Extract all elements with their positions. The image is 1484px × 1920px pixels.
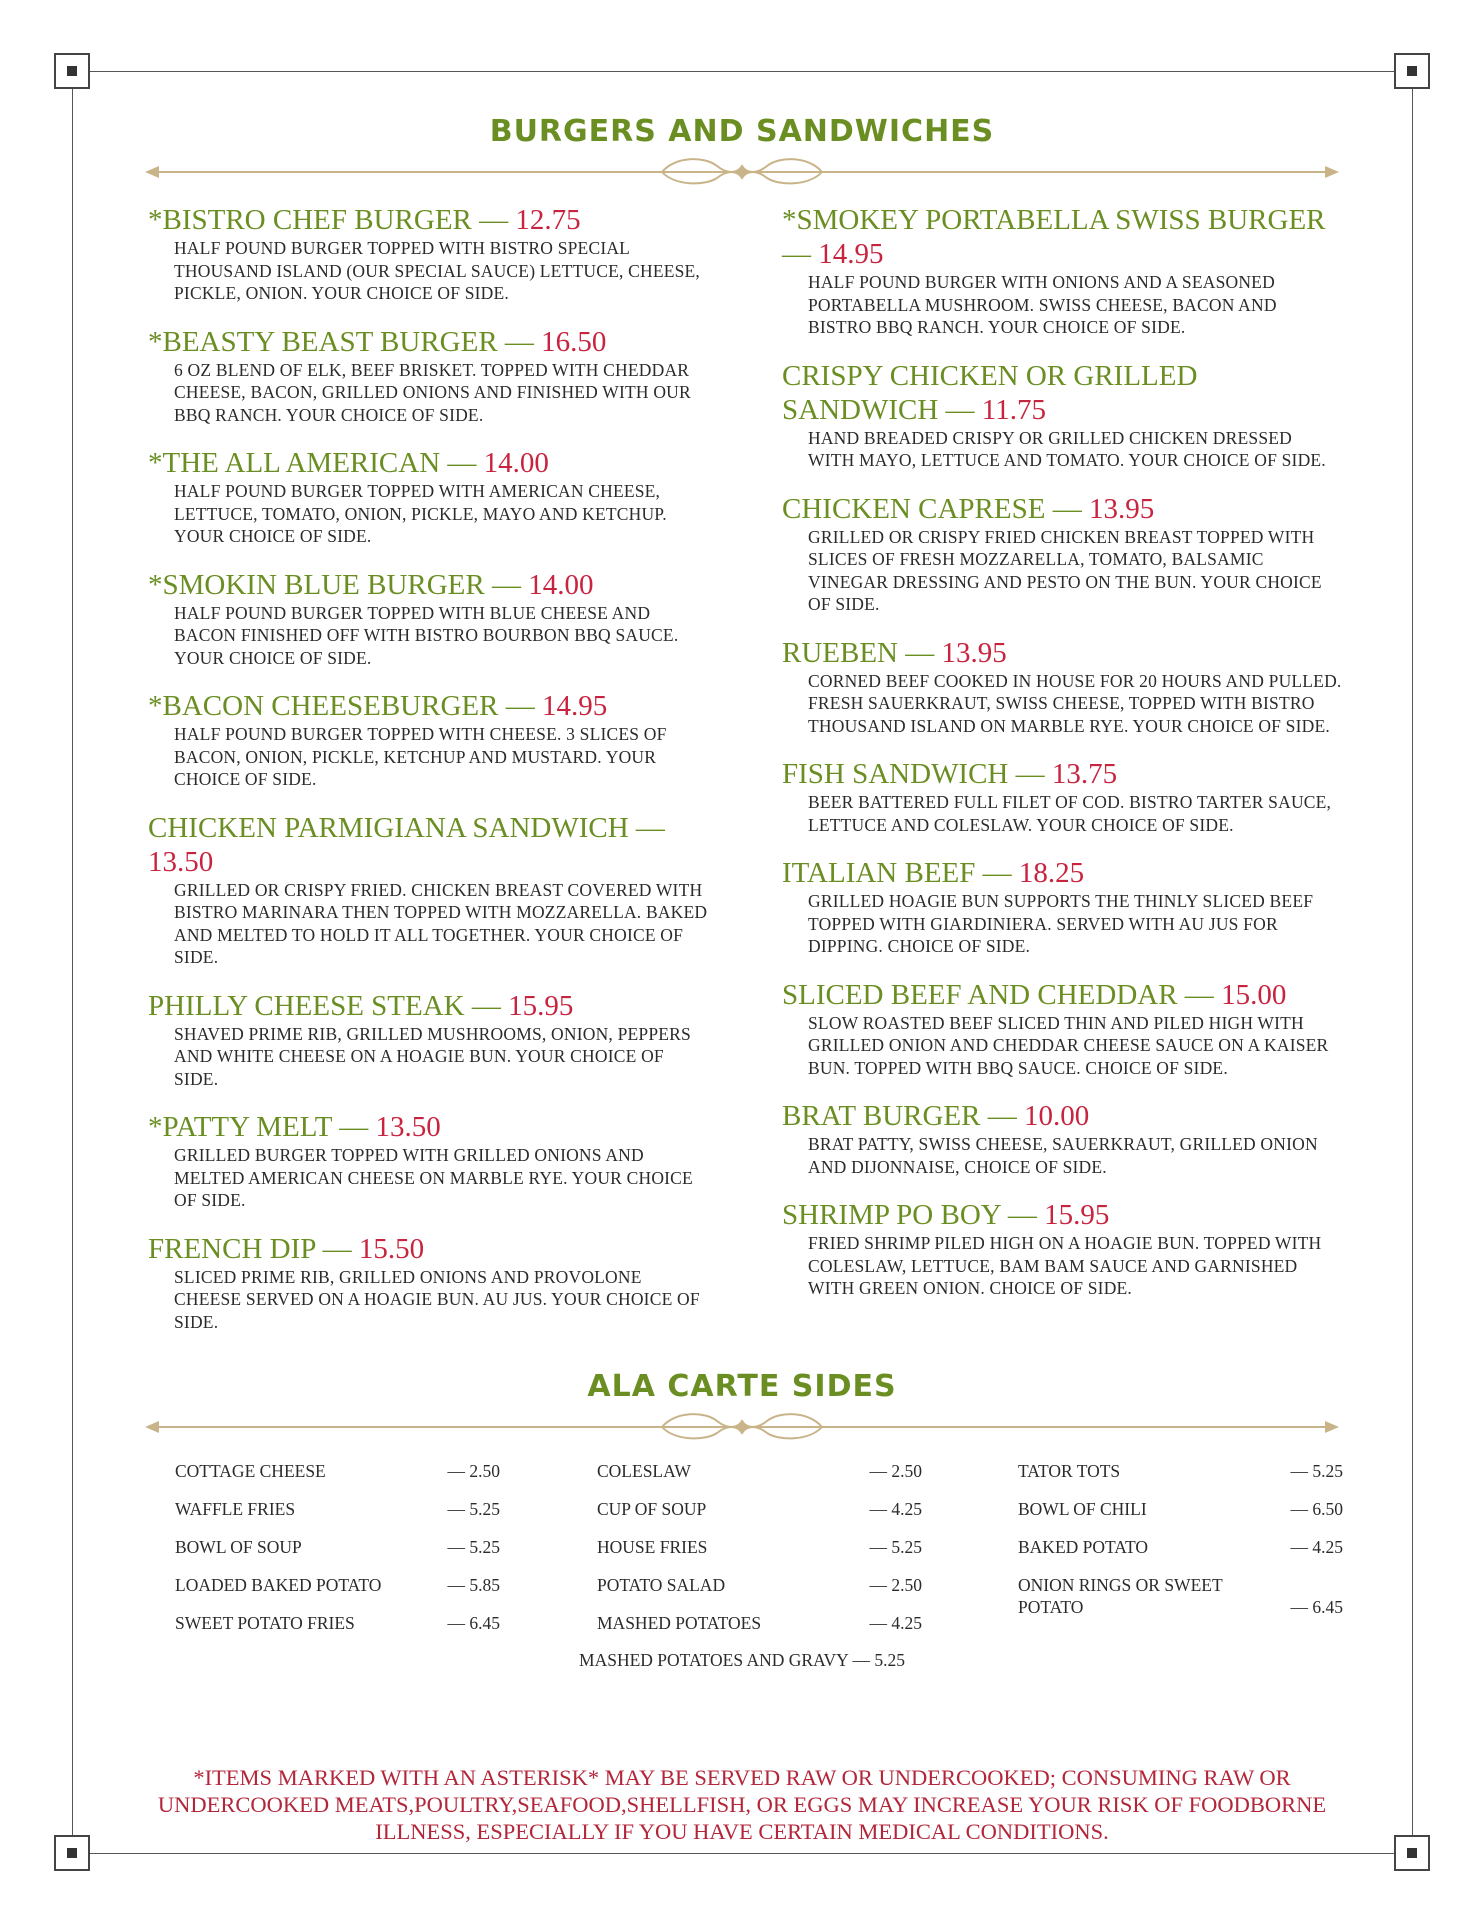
menu-item-description: BEER BATTERED FULL FILET OF COD. BISTRO TARTER SAUCE, LETTUCE AND COLESLAW. YOUR CHOICE OF SIDE. — [808, 792, 1332, 835]
side-item-name: LOADED BAKED POTATO — [175, 1575, 382, 1595]
frame-right-line — [1412, 71, 1413, 1853]
side-item — [597, 1536, 922, 1574]
menu-item-name: SHRIMP PO BOY — — [782, 1199, 1045, 1231]
menu-item — [782, 856, 1342, 958]
menu-item-name: *BISTRO CHEF BURGER — — [148, 204, 516, 236]
menu-item-heading — [148, 446, 708, 480]
menu-item-name: CRISPY CHICKEN OR GRILLED SANDWICH — — [782, 359, 1198, 426]
menu-item-heading — [148, 689, 708, 723]
side-item-name: CUP OF SOUP — [597, 1499, 707, 1519]
side-item-mashed-potatoes-gravy: MASHED POTATOES AND GRAVY — 5.25 — [579, 1650, 905, 1670]
side-item-name: MASHED POTATOES — [597, 1613, 762, 1633]
side-item-price: — 2.50 — [869, 1575, 922, 1595]
menu-item-name: *BACON CHEESEBURGER — — [148, 690, 542, 722]
side-item — [597, 1460, 922, 1498]
menu-item — [148, 325, 708, 427]
menu-item — [782, 1198, 1342, 1300]
menu-item-description: HALF POUND BURGER TOPPED WITH AMERICAN CHEESE, LETTUCE, TOMATO, ONION, PICKLE, MAYO AND KETCHUP. YOUR CHOICE OF SIDE. — [174, 481, 667, 546]
side-item-price: — 6.50 — [1290, 1499, 1343, 1519]
menu-item — [148, 203, 708, 305]
menu-item-name: SLICED BEEF AND CHEDDAR — — [782, 978, 1222, 1011]
menu-item-name: *BEASTY BEAST BURGER — — [148, 325, 542, 358]
menu-item — [148, 689, 708, 791]
side-item-name: TATOR TOTS — [1018, 1461, 1121, 1481]
menu-item-description: BRAT PATTY, SWISS CHEESE, SAUERKRAUT, GRILLED ONION AND DIJONNAISE, CHOICE OF SIDE. — [808, 1134, 1318, 1177]
side-item-price: — 5.25 — [447, 1499, 500, 1519]
menu-item-heading — [782, 359, 1342, 427]
menu-item-price: 15.00 — [1221, 978, 1287, 1011]
menu-item-heading — [148, 1110, 708, 1144]
menu-item-heading — [148, 811, 708, 879]
menu-item-heading — [148, 325, 708, 359]
menu-item — [148, 446, 708, 548]
side-item-name: SWEET POTATO FRIES — [175, 1613, 355, 1633]
menu-item-description: SLOW ROASTED BEEF SLICED THIN AND PILED HIGH WITH GRILLED ONION AND CHEDDAR CHEESE SAUCE ON A KAISER BUN. TOPPED WITH BBQ SAUCE. CHOICE OF SIDE. — [808, 1012, 1329, 1078]
side-item-price: — 2.50 — [447, 1461, 500, 1481]
menu-item-description: CORNED BEEF COOKED IN HOUSE FOR 20 HOURS AND PULLED. FRESH SAUERKRAUT, SWISS CHEESE, TOPPED WITH BISTRO THOUSAND ISLAND ON MARBLE RYE. YOUR CHOICE OF SIDE. — [808, 670, 1342, 736]
menu-item-heading — [782, 856, 1342, 890]
menu-item — [782, 636, 1342, 738]
menu-item — [782, 978, 1342, 1080]
menu-item — [148, 568, 708, 670]
sides-column-1 — [175, 1460, 500, 1650]
side-item — [1018, 1498, 1343, 1536]
menu-item-description: SHAVED PRIME RIB, GRILLED MUSHROOMS, ONION, PEPPERS AND WHITE CHEESE ON A HOAGIE BUN. YOUR CHOICE OF SIDE. — [174, 1023, 691, 1089]
menu-item-name: *SMOKIN BLUE BURGER — — [148, 568, 529, 601]
corner-ornament-top-right — [1394, 53, 1430, 89]
menu-item-name: ITALIAN BEEF — — [782, 857, 1019, 889]
menu-item-description: HALF POUND BURGER WITH ONIONS AND A SEASONED PORTABELLA MUSHROOM. SWISS CHEESE, BACON AND BISTRO BBQ RANCH. YOUR CHOICE OF SIDE. — [808, 272, 1277, 337]
menu-item-heading — [782, 492, 1342, 526]
side-item-price: — 6.45 — [447, 1613, 500, 1633]
side-item — [175, 1574, 500, 1612]
menu-item-heading — [782, 636, 1342, 670]
frame-bottom-line — [72, 1853, 1412, 1854]
menu-item — [782, 1099, 1342, 1178]
menu-item — [148, 811, 708, 969]
side-item-price: — 4.25 — [1290, 1537, 1343, 1557]
corner-ornament-top-left — [54, 53, 90, 89]
menu-item-heading — [148, 989, 708, 1023]
menu-item-price: 11.75 — [981, 393, 1046, 426]
menu-column-right — [782, 203, 1342, 1320]
menu-item-name: CHICKEN CAPRESE — — [782, 492, 1089, 525]
menu-item-name: FISH SANDWICH — — [782, 758, 1052, 790]
menu-item-description: HAND BREADED CRISPY OR GRILLED CHICKEN DRESSED WITH MAYO, LETTUCE AND TOMATO. YOUR CHOICE OF SIDE. — [808, 427, 1326, 470]
menu-item-price: 13.95 — [941, 636, 1007, 669]
menu-column-left — [148, 203, 708, 1353]
side-item-name: HOUSE FRIES — [597, 1537, 708, 1557]
raw-food-disclaimer: *ITEMS MARKED WITH AN ASTERISK* MAY BE SERVED RAW OR UNDERCOOKED; CONSUMING RAW OR UNDERCOOKED MEATS,POULTRY,SEAFOOD,SHELLFISH, OR EGGS MAY INCREASE YOUR RISK OF FOODBORNE ILLNESS, ESPECIALLY IF YOU HAVE CERTAIN MEDICAL CONDITIONS. — [157, 1765, 1327, 1844]
menu-item-description: GRILLED OR CRISPY FRIED. CHICKEN BREAST COVERED WITH BISTRO MARINARA THEN TOPPED WITH MOZZARELLA. BAKED AND MELTED TO HOLD IT ALL TOGETHER. YOUR CHOICE OF SIDE. — [174, 879, 708, 967]
side-item-name: BOWL OF CHILI — [1018, 1499, 1147, 1519]
menu-item — [148, 1110, 708, 1212]
menu-item-description: 6 OZ BLEND OF ELK, BEEF BRISKET. TOPPED WITH CHEDDAR CHEESE, BACON, GRILLED ONIONS AND FINISHED WITH OUR BBQ RANCH. YOUR CHOICE OF SIDE. — [174, 359, 691, 425]
menu-item-description: GRILLED OR CRISPY FRIED CHICKEN BREAST TOPPED WITH SLICES OF FRESH MOZZARELLA, TOMATO, BALSAMIC VINEGAR DRESSING AND PESTO ON THE BUN. YOUR CHOICE OF SIDE. — [808, 526, 1322, 614]
menu-item-description: HALF POUND BURGER TOPPED WITH BISTRO SPECIAL THOUSAND ISLAND (OUR SPECIAL SAUCE) LETTUCE, CHEESE, PICKLE, ONION. YOUR CHOICE OF SIDE. — [174, 238, 700, 303]
menu-item — [148, 989, 708, 1091]
menu-item-price: 16.50 — [541, 325, 607, 358]
menu-item-heading — [148, 203, 708, 237]
menu-item-name: *PATTY MELT — — [148, 1111, 376, 1143]
side-item-name: COTTAGE CHEESE — [175, 1461, 326, 1481]
menu-item-price: 15.95 — [508, 989, 574, 1022]
menu-item-price: 14.95 — [818, 238, 884, 270]
menu-item-price: 15.95 — [1044, 1199, 1110, 1231]
menu-item-heading — [782, 757, 1342, 791]
menu-item-price: 13.50 — [148, 845, 214, 878]
menu-item — [782, 757, 1342, 836]
menu-item-heading — [782, 978, 1342, 1012]
menu-item — [782, 359, 1342, 472]
menu-item — [782, 492, 1342, 616]
menu-item-heading — [782, 1198, 1342, 1232]
menu-item-price: 13.50 — [375, 1111, 441, 1143]
sides-section-title: ALA CARTE SIDES — [587, 1369, 897, 1404]
menu-item-price: 14.00 — [528, 568, 594, 601]
side-item-price: — 5.25 — [447, 1537, 500, 1557]
side-item-name: POTATO SALAD — [597, 1575, 726, 1595]
menu-item-price: 10.00 — [1023, 1100, 1090, 1132]
ornamental-divider-sides — [145, 1409, 1339, 1445]
menu-item-description: HALF POUND BURGER TOPPED WITH BLUE CHEESE AND BACON FINISHED OFF WITH BISTRO BOURBON BBQ SAUCE. YOUR CHOICE OF SIDE. — [174, 602, 679, 668]
menu-item-description: GRILLED BURGER TOPPED WITH GRILLED ONIONS AND MELTED AMERICAN CHEESE ON MARBLE RYE. YOUR CHOICE OF SIDE. — [174, 1145, 693, 1210]
menu-item-heading — [782, 1099, 1342, 1133]
side-item — [175, 1536, 500, 1574]
frame-left-line — [72, 71, 73, 1853]
menu-item-name: *THE ALL AMERICAN — — [148, 447, 484, 479]
menu-item — [148, 1232, 708, 1334]
side-item — [175, 1498, 500, 1536]
side-item — [597, 1574, 922, 1612]
menu-item-description: FRIED SHRIMP PILED HIGH ON A HOAGIE BUN. TOPPED WITH COLESLAW, LETTUCE, BAM BAM SAUCE AND GARNISHED WITH GREEN ONION. CHOICE OF SIDE. — [808, 1233, 1322, 1298]
menu-item-price: 14.95 — [541, 690, 608, 722]
side-item — [175, 1460, 500, 1498]
side-item — [1018, 1460, 1343, 1498]
side-item-price: — 4.25 — [869, 1613, 922, 1633]
menu-item-name: RUEBEN — — [782, 636, 942, 669]
menu-item-heading — [782, 203, 1342, 271]
frame-top-line — [72, 71, 1412, 72]
menu-item-heading — [148, 1232, 708, 1266]
side-item-name: ONION RINGS OR SWEET POTATO — [1018, 1575, 1223, 1617]
side-item — [597, 1612, 922, 1650]
side-item — [1018, 1574, 1343, 1618]
menu-item-description: GRILLED HOAGIE BUN SUPPORTS THE THINLY SLICED BEEF TOPPED WITH GIARDINIERA. SERVED WITH AU JUS FOR DIPPING. CHOICE OF SIDE. — [808, 891, 1314, 956]
side-item-name: BOWL OF SOUP — [175, 1537, 302, 1557]
side-item-price: — 5.85 — [447, 1575, 500, 1595]
side-item-name: COLESLAW — [597, 1461, 691, 1481]
side-item — [597, 1498, 922, 1536]
sides-column-2 — [597, 1460, 922, 1650]
menu-item-name: FRENCH DIP — — [148, 1232, 359, 1265]
menu-item-heading — [148, 568, 708, 602]
side-item-price: — 5.25 — [1290, 1461, 1343, 1481]
burgers-section-title: BURGERS AND SANDWICHES — [489, 114, 995, 149]
corner-ornament-bottom-right — [1394, 1835, 1430, 1871]
menu-item-name: PHILLY CHEESE STEAK — — [148, 989, 509, 1022]
side-item-price: — 2.50 — [869, 1461, 922, 1481]
corner-ornament-bottom-left — [54, 1835, 90, 1871]
menu-item-name: CHICKEN PARMIGIANA SANDWICH — — [148, 811, 665, 844]
menu-item-description: HALF POUND BURGER TOPPED WITH CHEESE. 3 SLICES OF BACON, ONION, PICKLE, KETCHUP AND MUSTARD. YOUR CHOICE OF SIDE. — [174, 724, 667, 789]
side-item-price: — 5.25 — [869, 1537, 922, 1557]
menu-item-price: 15.50 — [358, 1232, 425, 1265]
menu-item-price: 12.75 — [515, 204, 581, 236]
menu-item-name: BRAT BURGER — — [782, 1100, 1024, 1132]
side-item — [175, 1612, 500, 1650]
side-item-price: — 4.25 — [869, 1499, 922, 1519]
menu-item-price: 14.00 — [483, 447, 549, 479]
menu-item — [782, 203, 1342, 339]
side-item-price: — 6.45 — [1290, 1597, 1343, 1617]
menu-item-price: 13.75 — [1051, 758, 1118, 790]
menu-item-name: *SMOKEY PORTABELLA SWISS BURGER — — [782, 204, 1326, 270]
menu-item-description: SLICED PRIME RIB, GRILLED ONIONS AND PROVOLONE CHEESE SERVED ON A HOAGIE BUN. AU JUS. YOUR CHOICE OF SIDE. — [174, 1266, 700, 1332]
ornamental-divider — [145, 154, 1339, 190]
menu-item-price: 18.25 — [1018, 857, 1085, 889]
menu-item-price: 13.95 — [1088, 492, 1155, 525]
side-item-name: BAKED POTATO — [1018, 1537, 1149, 1557]
side-item-name: WAFFLE FRIES — [175, 1499, 296, 1519]
sides-column-3 — [1018, 1460, 1343, 1618]
side-item — [1018, 1536, 1343, 1574]
